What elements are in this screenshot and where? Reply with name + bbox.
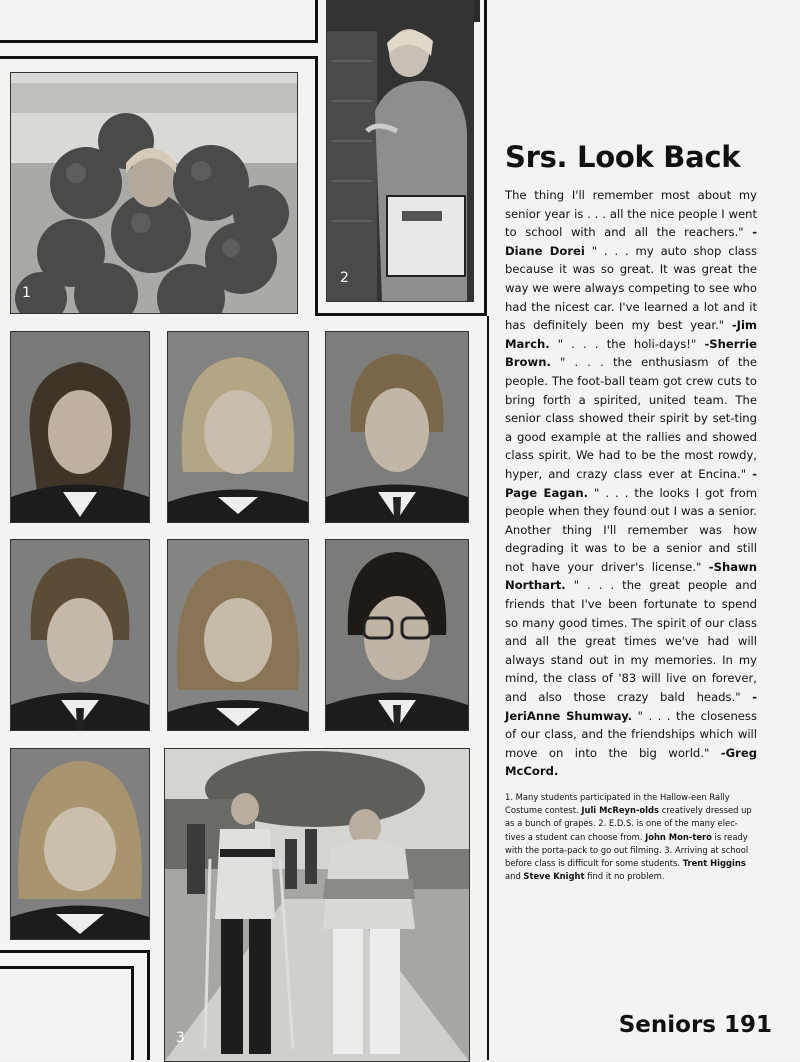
photo-captions [505, 791, 757, 883]
frame-rule [315, 0, 318, 43]
quote-segment: " . . . the looks I got from people when they found out I was a senior. Another thing I'll remember was how degrading it was to be a senior and still not have your driver's license." [505, 485, 757, 574]
senior-portrait [325, 331, 469, 523]
caption-segment: and [505, 871, 524, 882]
senior-portrait [10, 331, 150, 523]
caption-name: John Mon-tero [645, 831, 712, 842]
caption-segment: is ready with the porta-pack to go out filming. 3. Arriving at school before class is difficult for some students. [505, 831, 749, 869]
senior-portrait [167, 331, 309, 523]
senior-portrait [10, 539, 150, 731]
quote-segment: " . . . the great people and friends that I've been fortunate to spend so many good times. The spirit of our class and all the great times we've had will always stand out in my memories. In my mind, the class of '83 will live on forever, and also those crazy bald heads." [505, 578, 757, 705]
quote-segment: " . . . the enthusiasm of the people. The foot-ball team got crew cuts to bring forth a spirited, united team. The senior class showed their spirit by set-ting a good example at the rallies and showed class spirit. We had to be the most rowdy, hyper, and crazy class ever at Encina." [505, 355, 757, 481]
frame-rule [147, 950, 150, 1060]
senior-portrait [325, 539, 469, 731]
quote-name: -Diane Dorei [505, 225, 757, 258]
arriving-at-school-photo [164, 748, 470, 1062]
quote-name: -Sherrie Brown. [505, 336, 757, 370]
caption-segment: creatively dressed up as a bunch of grapes. 2. E.D.S. is one of the many elec-tives a student can choose from. [505, 805, 752, 842]
caption-segment: 1. Many students participated in the Hallow-een Rally Costume contest. [505, 792, 730, 816]
column-divider [487, 316, 489, 1060]
photo-number-3: 3 [176, 1030, 185, 1046]
frame-rule [0, 950, 150, 953]
article-column [505, 140, 757, 883]
frame-rule [0, 40, 318, 43]
photo-number-1: 1 [22, 285, 31, 301]
frame-rule [0, 966, 134, 969]
balloon-costume-photo [10, 72, 298, 314]
quote-segment: " . . . the closeness of our class, and the friendships which will move on into the big world." [505, 708, 757, 760]
quote-name: -JeriAnne Shumway. [505, 690, 757, 723]
quote-name: -Jim March. [505, 318, 757, 351]
senior-portrait [167, 539, 309, 731]
caption-name: Trent Higgins [682, 858, 746, 869]
quote-segment: " . . . the holi-days!" [549, 336, 705, 351]
caption-name: Juli McReyn-olds [581, 805, 660, 816]
frame-rule [484, 0, 487, 316]
senior-portrait [10, 748, 150, 940]
frame-rule [315, 56, 318, 316]
photo-number-2: 2 [340, 270, 349, 286]
frame-rule [131, 966, 134, 1060]
porta-pack-photo [326, 0, 474, 302]
page-folio: Seniors 191 [618, 1012, 772, 1038]
caption-segment: find it no problem. [584, 871, 665, 882]
quote-name: -Shawn Northart. [505, 559, 757, 593]
quote-name: -Page Eagan. [505, 466, 757, 500]
article-body [505, 186, 757, 781]
quote-segment: The thing I'll remember most about my senior year is . . . all the nice people I went to school with and all the reachers." [505, 188, 757, 240]
quote-name: -Greg McCord. [505, 745, 757, 779]
caption-name: Steve Knight [523, 871, 585, 882]
frame-rule [0, 56, 318, 59]
quote-segment: " . . . my auto shop class because it was so great. It was great the way we were always competing to see who had the nicest car. I've learned a lot and it has definitely been my best year." [505, 243, 757, 333]
article-title: Srs. Look Back [505, 140, 741, 174]
frame-rule [315, 313, 487, 316]
